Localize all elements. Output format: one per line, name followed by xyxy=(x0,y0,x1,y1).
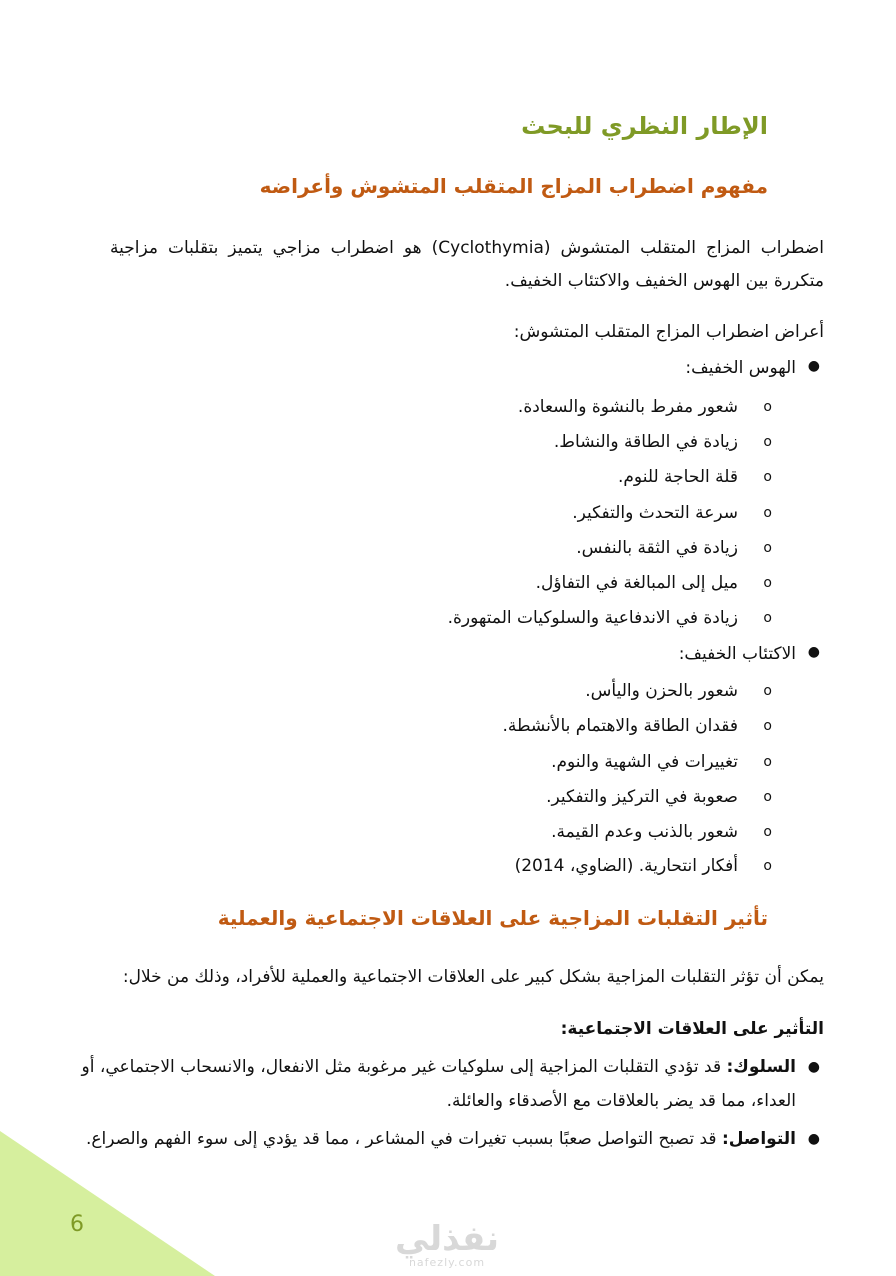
list-item: o أفكار انتحارية. (الضاوي، 2014) xyxy=(514,856,772,876)
bullet-label: الهوس الخفيف: xyxy=(685,358,796,378)
circle-bullet-icon: o xyxy=(763,789,772,805)
circle-bullet-icon: o xyxy=(763,824,772,840)
communication-text: قد تصبح التواصل صعبًا بسبب تغيرات في المشاعر ، مما قد يؤدي إلى سوء الفهم والصراع. xyxy=(85,1129,722,1149)
watermark-url: nafezly.com xyxy=(408,1256,486,1269)
behavior-label: السلوك: xyxy=(726,1057,796,1077)
communication-label: التواصل: xyxy=(721,1129,796,1149)
list-item: o شعور بالذنب وعدم القيمة. xyxy=(551,822,772,842)
list-item: o فقدان الطاقة والاهتمام بالأنشطة. xyxy=(502,716,772,736)
bullet-hypomania xyxy=(685,358,820,378)
list-item: o زيادة في الاندفاعية والسلوكيات المتهورة. xyxy=(447,608,772,628)
symptoms-heading: أعراض اضطراب المزاج المتقلب المتشوش: xyxy=(513,322,824,342)
list-item: o شعور بالحزن واليأس. xyxy=(585,681,772,701)
page-title: الإطار النظري للبحث xyxy=(521,112,768,140)
bullet-dot: ● xyxy=(807,644,820,660)
circle-bullet-icon: o xyxy=(763,469,772,485)
section-heading-impact: تأثير التقلبات المزاجية على العلاقات الاجتماعية والعملية xyxy=(217,906,768,930)
bullet-dot: ● xyxy=(807,358,820,374)
social-heading: التأثير على العلاقات الاجتماعية: xyxy=(560,1019,824,1039)
intro-paragraph: اضطراب المزاج المتقلب المتشوش (Cyclothymia) هو اضطراب مزاجي يتميز بتقلبات مزاجية متكررة بين الهوس الخفيف والاكتئاب الخفيف. xyxy=(110,238,825,291)
circle-bullet-icon: o xyxy=(763,754,772,770)
circle-bullet-icon: o xyxy=(763,610,772,626)
bullet-dot: ● xyxy=(807,1131,820,1147)
list-item: o سرعة التحدث والتفكير. xyxy=(572,503,772,523)
corner-decoration xyxy=(0,1131,215,1276)
watermark-text: نفذلي xyxy=(394,1219,500,1259)
bullet-dot: ● xyxy=(807,1059,820,1075)
bullet-depression xyxy=(678,644,820,664)
bullet-label: الاكتئاب الخفيف: xyxy=(678,644,796,664)
bullet-behavior xyxy=(80,1050,820,1118)
watermark-logo xyxy=(392,1219,502,1269)
list-item: o قلة الحاجة للنوم. xyxy=(617,467,772,487)
section-heading-concept: مفهوم اضطراب المزاج المتقلب المتشوش وأعراضه xyxy=(259,174,768,198)
circle-bullet-icon: o xyxy=(763,505,772,521)
circle-bullet-icon: o xyxy=(763,575,772,591)
list-item: o ميل إلى المبالغة في التفاؤل. xyxy=(535,573,772,593)
list-item: o تغييرات في الشهية والنوم. xyxy=(551,752,772,772)
list-item: o زيادة في الطاقة والنشاط. xyxy=(553,432,772,452)
circle-bullet-icon: o xyxy=(763,718,772,734)
list-item: o شعور مفرط بالنشوة والسعادة. xyxy=(517,397,772,417)
list-item: o زيادة في الثقة بالنفس. xyxy=(576,538,772,558)
page-number: 6 xyxy=(70,1212,84,1237)
list-item: o صعوبة في التركيز والتفكير. xyxy=(546,787,772,807)
impact-intro: يمكن أن تؤثر التقلبات المزاجية بشكل كبير على العلاقات الاجتماعية والعملية للأفراد، وذلك من خلال: xyxy=(122,967,824,987)
circle-bullet-icon: o xyxy=(763,540,772,556)
circle-bullet-icon: o xyxy=(763,858,772,874)
circle-bullet-icon: o xyxy=(763,399,772,415)
circle-bullet-icon: o xyxy=(763,683,772,699)
circle-bullet-icon: o xyxy=(763,434,772,450)
behavior-text: قد تؤدي التقلبات المزاجية إلى سلوكيات غير مرغوبة مثل الانفعال، والانسحاب الاجتماعي، أو العداء، مما قد يضر بالعلاقات مع الأصدقاء والعائلة. xyxy=(81,1057,796,1111)
